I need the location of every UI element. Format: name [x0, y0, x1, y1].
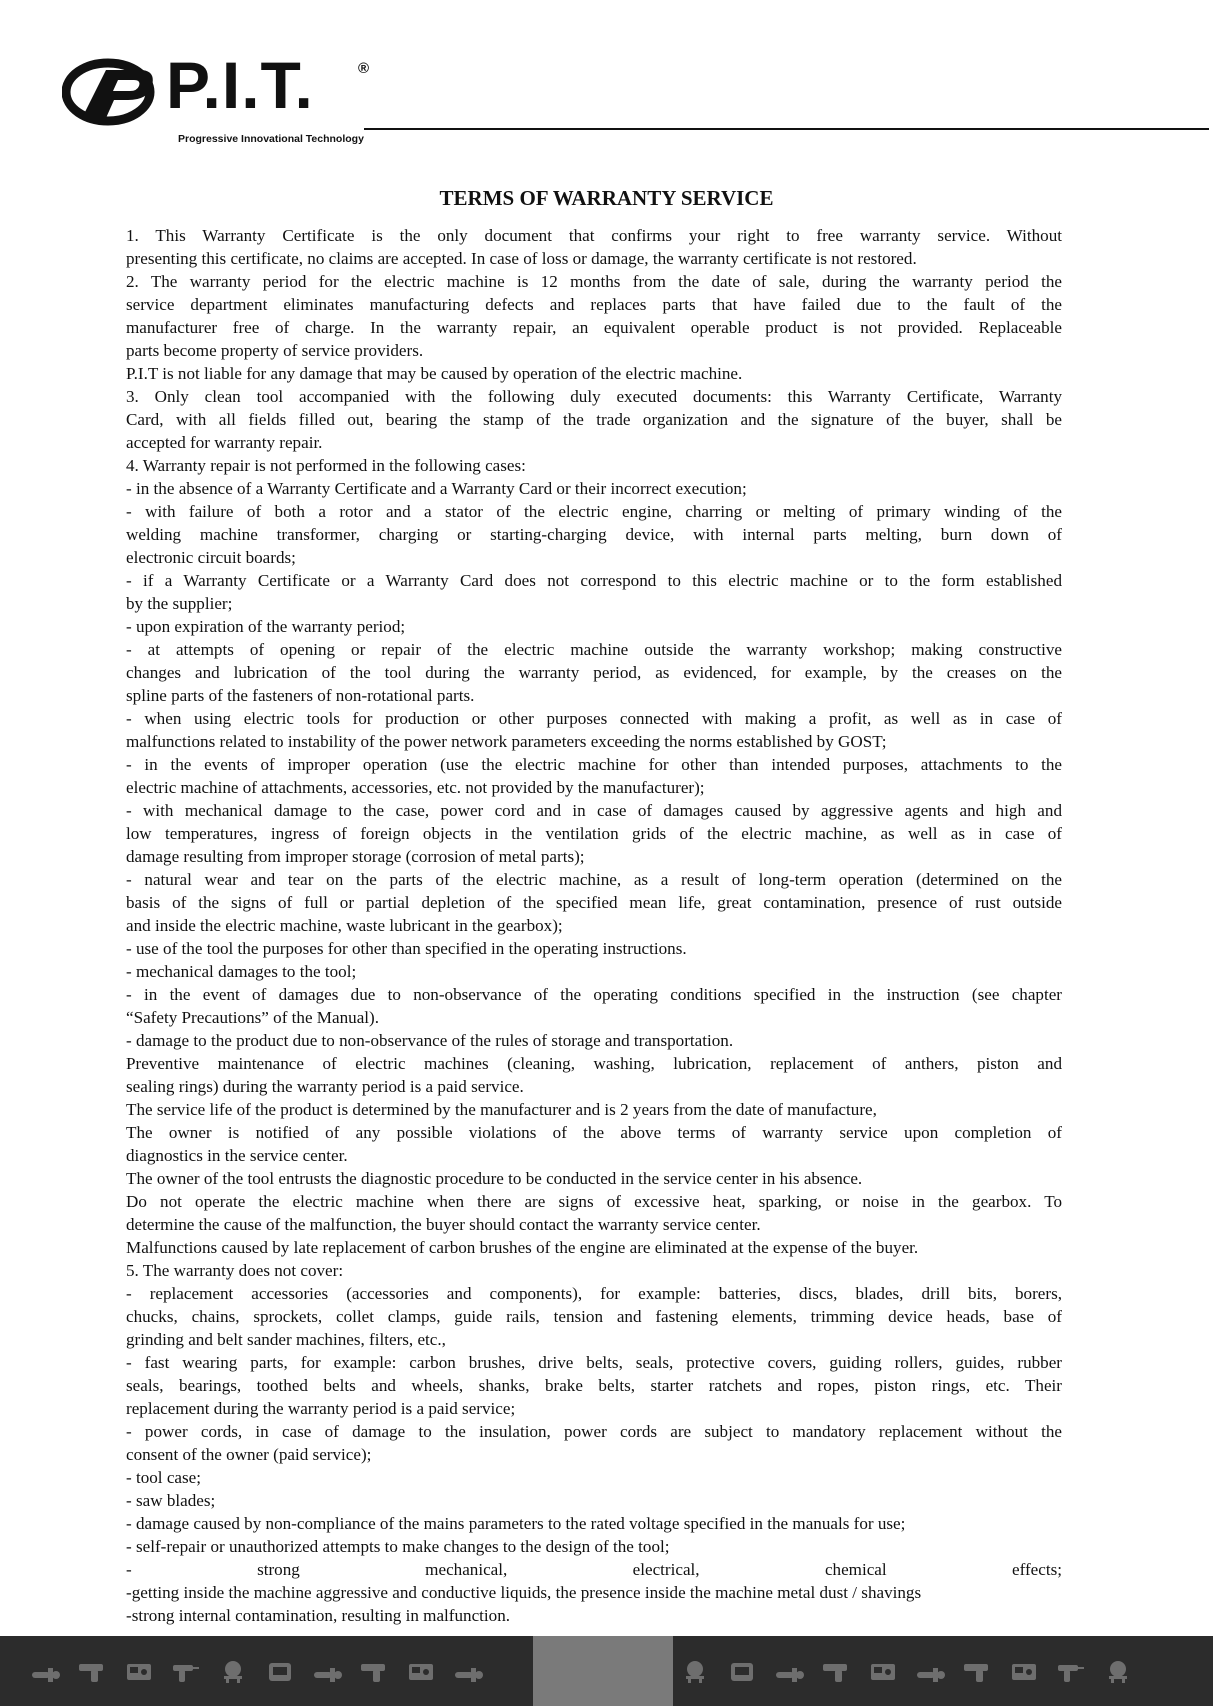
- text-line: service department eliminates manufacturing defects and replaces parts that have failed due to the fault of the: [126, 295, 1062, 314]
- text-line: 5. The warranty does not cover:: [126, 1261, 344, 1280]
- footer-center-block: [533, 1636, 673, 1706]
- text-line: consent of the owner (paid service);: [126, 1445, 372, 1464]
- concrete-mixer-icon: [1103, 1658, 1133, 1684]
- text-line: - use of the tool the purposes for other than specified in the operating instructions.: [126, 939, 687, 958]
- text-line: 3. Only clean tool accompanied with the following duly executed documents: this Warranty Certificate, Warranty: [126, 387, 1062, 406]
- footer-band: [0, 1636, 1213, 1706]
- text-line: - in the events of improper operation (use the electric machine for other than intended purposes, attachments to the: [126, 755, 1062, 774]
- page-title: TERMS OF WARRANTY SERVICE: [439, 186, 774, 210]
- text-line: malfunctions related to instability of the power network parameters exceeding the norms established by GOST;: [126, 732, 887, 751]
- generator-icon: [406, 1658, 436, 1684]
- text-line: The owner is notified of any possible violations of the above terms of warranty service upon completion of: [126, 1123, 1062, 1142]
- text-line: changes and lubrication of the tool during the warranty period, as evidenced, for example, by the creases on the: [126, 663, 1062, 682]
- text-line: grinding and belt sander machines, filters, etc.,: [126, 1330, 446, 1349]
- text-line: - if a Warranty Certificate or a Warranty Card does not correspond to this electric machine or to the form established: [126, 571, 1062, 590]
- text-line: Card, with all fields filled out, bearing the stamp of the trade organization and the signature of the buyer, shall be: [126, 410, 1062, 429]
- text-line: accepted for warranty repair.: [126, 433, 323, 452]
- text-line: - natural wear and tear on the parts of the electric machine, as a result of long-term operation (determined on the: [126, 870, 1062, 889]
- text-line: parts become property of service providers.: [126, 341, 424, 360]
- rotary-hammer-icon: [171, 1658, 201, 1684]
- text-line: - at attempts of opening or repair of the electric machine outside the warranty workshop; making constructive: [126, 640, 1062, 659]
- text-line: seals, bearings, toothed belts and wheels, shanks, brake belts, starter ratchets and ropes, piston rings, etc. Their: [126, 1376, 1062, 1395]
- welder-icon: [265, 1658, 295, 1684]
- text-line: - in the absence of a Warranty Certificate and a Warranty Card or their incorrect execution;: [126, 479, 747, 498]
- generator-icon: [868, 1658, 898, 1684]
- angle-grinder-icon: [312, 1658, 342, 1684]
- text-line: Malfunctions caused by late replacement of carbon brushes of the engine are eliminated at the expense of the buyer.: [126, 1238, 919, 1257]
- text-line: damage resulting from improper storage (corrosion of metal parts);: [126, 847, 585, 866]
- text-line: Preventive maintenance of electric machines (cleaning, washing, lubrication, replacement of anthers, piston and: [126, 1054, 1062, 1073]
- footer-icons-left: [30, 1658, 483, 1684]
- text-line: - tool case;: [126, 1468, 201, 1487]
- hammer-drill-icon: [359, 1658, 389, 1684]
- hammer-drill-icon: [77, 1658, 107, 1684]
- text-line: - when using electric tools for production or other purposes connected with making a profit, as well as in case of: [126, 709, 1062, 728]
- text-line: low temperatures, ingress of foreign objects in the ventilation grids of the electric machine, as well as in case of: [126, 824, 1062, 843]
- text-line: 2. The warranty period for the electric machine is 12 months from the date of sale, during the warranty period the: [126, 272, 1062, 291]
- text-line: 1. This Warranty Certificate is the only document that confirms your right to free warranty service. Without: [126, 226, 1062, 245]
- header-divider: [364, 128, 1209, 130]
- text-line: - self-repair or unauthorized attempts to make changes to the design of the tool;: [126, 1537, 670, 1556]
- text-line: P.I.T is not liable for any damage that may be caused by operation of the electric machine.: [126, 364, 743, 383]
- text-line: 4. Warranty repair is not performed in the following cases:: [126, 456, 526, 475]
- text-line: - power cords, in case of damage to the insulation, power cords are subject to mandatory replacement without the: [126, 1422, 1062, 1441]
- text-line: - mechanical damages to the tool;: [126, 962, 357, 981]
- text-line: replacement during the warranty period is a paid service;: [126, 1399, 516, 1418]
- concrete-mixer-icon: [218, 1658, 248, 1684]
- text-line: and inside the electric machine, waste lubricant in the gearbox);: [126, 916, 563, 935]
- rotary-hammer-icon: [1056, 1658, 1086, 1684]
- text-line: - replacement accessories (accessories and components), for example: batteries, discs, blades, drill bits, borers,: [126, 1284, 1062, 1303]
- angle-grinder-icon: [774, 1658, 804, 1684]
- text-line: - fast wearing parts, for example: carbon brushes, drive belts, seals, protective covers, guiding rollers, guides, rubber: [126, 1353, 1062, 1372]
- text-line: determine the cause of the malfunction, the buyer should contact the warranty service center.: [126, 1215, 761, 1234]
- generator-icon: [1009, 1658, 1039, 1684]
- text-line: diagnostics in the service center.: [126, 1146, 348, 1165]
- welder-icon: [727, 1658, 757, 1684]
- angle-grinder-icon: [30, 1658, 60, 1684]
- hammer-drill-icon: [821, 1658, 851, 1684]
- hammer-drill-icon: [962, 1658, 992, 1684]
- text-line: -getting inside the machine aggressive and conductive liquids, the presence inside the machine metal dust / shavings: [126, 1583, 922, 1602]
- text-line: “Safety Precautions” of the Manual).: [126, 1008, 379, 1027]
- angle-grinder-icon: [453, 1658, 483, 1684]
- brand-name: P.I.T.: [166, 48, 314, 122]
- text-line: electronic circuit boards;: [126, 548, 296, 567]
- warranty-terms-text: [126, 224, 1062, 1627]
- text-line: - in the event of damages due to non-observance of the operating conditions specified in the instruction (see chapter: [126, 985, 1062, 1004]
- text-line: spline parts of the fasteners of non-rotational parts.: [126, 686, 475, 705]
- footer-icons-right: [680, 1658, 1133, 1684]
- pit-logo-icon: [62, 58, 160, 126]
- text-line: manufacturer free of charge. In the warranty repair, an equivalent operable product is not provided. Replaceable: [126, 318, 1062, 337]
- concrete-mixer-icon: [680, 1658, 710, 1684]
- text-line: - with failure of both a rotor and a stator of the electric engine, charring or melting of primary winding of the: [126, 502, 1062, 521]
- angle-grinder-icon: [915, 1658, 945, 1684]
- text-line: - saw blades;: [126, 1491, 216, 1510]
- registered-mark: ®: [358, 60, 370, 77]
- text-line: The service life of the product is determined by the manufacturer and is 2 years from the date of manufacture,: [126, 1100, 877, 1119]
- generator-icon: [124, 1658, 154, 1684]
- text-line: - damage to the product due to non-observance of the rules of storage and transportation.: [126, 1031, 734, 1050]
- brand-tagline: Progressive Innovational Technology: [178, 133, 364, 145]
- text-line: - strong mechanical, electrical, chemical effects;: [126, 1560, 1062, 1579]
- text-line: electric machine of attachments, accessories, etc. not provided by the manufacturer);: [126, 778, 705, 797]
- text-line: - with mechanical damage to the case, power cord and in case of damages caused by aggressive agents and high and: [126, 801, 1062, 820]
- text-line: The owner of the tool entrusts the diagnostic procedure to be conducted in the service center in his absence.: [126, 1169, 863, 1188]
- text-line: -strong internal contamination, resulting in malfunction.: [126, 1606, 511, 1625]
- text-line: welding machine transformer, charging or starting-charging device, with internal parts melting, burn down of: [126, 525, 1062, 544]
- text-line: chucks, chains, sprockets, collet clamps, guide rails, tension and fastening elements, trimming device heads, base of: [126, 1307, 1062, 1326]
- text-line: - upon expiration of the warranty period;: [126, 617, 406, 636]
- page-header: [62, 48, 1147, 158]
- text-line: - damage caused by non-compliance of the mains parameters to the rated voltage specified in the manuals for use;: [126, 1514, 906, 1533]
- text-line: basis of the signs of full or partial depletion of the specified mean life, great contamination, presence of rust outside: [126, 893, 1062, 912]
- text-line: presenting this certificate, no claims are accepted. In case of loss or damage, the warranty certificate is not restored.: [126, 249, 917, 268]
- text-line: sealing rings) during the warranty period is a paid service.: [126, 1077, 524, 1096]
- text-line: Do not operate the electric machine when there are signs of excessive heat, sparking, or noise in the gearbox. To: [126, 1192, 1062, 1211]
- text-line: by the supplier;: [126, 594, 233, 613]
